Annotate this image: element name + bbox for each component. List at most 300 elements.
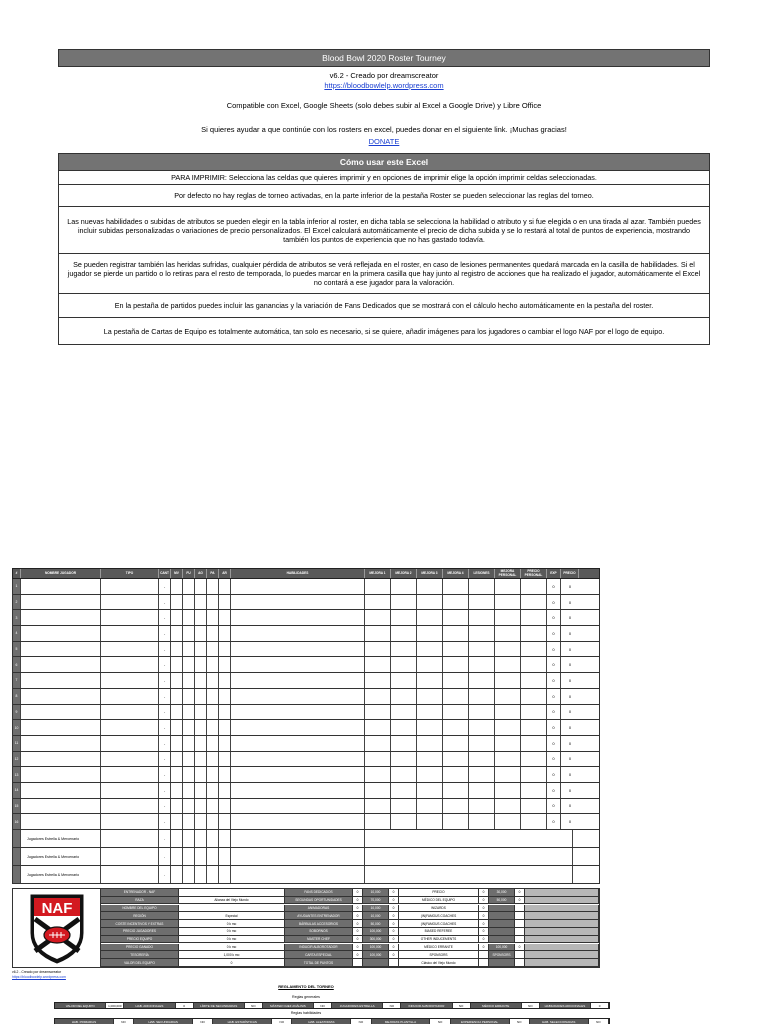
roster-cell[interactable] bbox=[207, 595, 219, 610]
rule-value[interactable]: 0 bbox=[591, 1003, 609, 1008]
roster-cell[interactable] bbox=[183, 830, 195, 847]
roster-cell[interactable] bbox=[101, 642, 159, 657]
roster-cell[interactable] bbox=[417, 657, 443, 672]
roster-cell[interactable] bbox=[101, 595, 159, 610]
roster-cell[interactable] bbox=[469, 673, 495, 688]
roster-cell[interactable] bbox=[495, 642, 521, 657]
roster-cell[interactable] bbox=[365, 673, 391, 688]
roster-cell[interactable] bbox=[495, 752, 521, 767]
roster-cell[interactable] bbox=[521, 626, 547, 641]
roster-cell[interactable] bbox=[219, 579, 231, 594]
extra-count[interactable]: 0 bbox=[353, 944, 363, 952]
cant-cell[interactable]: - bbox=[159, 595, 171, 610]
roster-cell[interactable] bbox=[171, 783, 183, 798]
roster-cell[interactable] bbox=[365, 736, 391, 751]
roster-cell[interactable] bbox=[21, 705, 101, 720]
rule-value[interactable]: NO bbox=[272, 1019, 292, 1024]
roster-cell[interactable] bbox=[521, 705, 547, 720]
rule-value[interactable]: NO bbox=[193, 1019, 213, 1024]
roster-cell[interactable] bbox=[219, 814, 231, 829]
roster-cell[interactable] bbox=[521, 689, 547, 704]
price-cell[interactable]: 0 bbox=[568, 756, 572, 762]
rule-value[interactable]: NO bbox=[245, 1003, 263, 1008]
exp-cell[interactable]: 0 bbox=[547, 642, 561, 657]
roster-cell[interactable] bbox=[391, 814, 417, 829]
roster-cell[interactable] bbox=[391, 705, 417, 720]
roster-cell[interactable] bbox=[365, 595, 391, 610]
roster-cell[interactable] bbox=[183, 848, 195, 865]
roster-cell[interactable] bbox=[443, 579, 469, 594]
inducement-count[interactable]: 0 bbox=[479, 897, 489, 905]
roster-cell[interactable] bbox=[171, 799, 183, 814]
exp-cell[interactable]: 0 bbox=[547, 579, 561, 594]
exp-cell[interactable]: 0 bbox=[547, 752, 561, 767]
roster-cell[interactable] bbox=[219, 642, 231, 657]
roster-cell[interactable] bbox=[365, 642, 391, 657]
extra-count[interactable] bbox=[353, 959, 363, 967]
team-field-value[interactable]: Especial bbox=[179, 912, 285, 920]
donate-link[interactable]: DONATE bbox=[368, 137, 400, 146]
cant-cell[interactable]: - bbox=[159, 689, 171, 704]
roster-cell[interactable] bbox=[495, 626, 521, 641]
roster-cell[interactable] bbox=[469, 626, 495, 641]
roster-cell[interactable] bbox=[521, 642, 547, 657]
credit-link[interactable]: https://bloodbowlelp.wordpress.com bbox=[12, 974, 66, 979]
roster-cell[interactable] bbox=[443, 720, 469, 735]
roster-cell[interactable] bbox=[365, 799, 391, 814]
roster-cell[interactable] bbox=[495, 689, 521, 704]
roster-cell[interactable] bbox=[231, 579, 365, 594]
roster-cell[interactable] bbox=[495, 657, 521, 672]
roster-cell[interactable] bbox=[469, 595, 495, 610]
roster-cell[interactable] bbox=[21, 610, 101, 625]
roster-cell[interactable] bbox=[231, 610, 365, 625]
roster-cell[interactable] bbox=[183, 783, 195, 798]
roster-cell[interactable] bbox=[183, 689, 195, 704]
roster-cell[interactable] bbox=[195, 579, 207, 594]
roster-cell[interactable] bbox=[195, 642, 207, 657]
roster-cell[interactable] bbox=[417, 705, 443, 720]
roster-cell[interactable] bbox=[21, 595, 101, 610]
roster-cell[interactable] bbox=[521, 799, 547, 814]
roster-cell[interactable] bbox=[171, 720, 183, 735]
roster-cell[interactable] bbox=[365, 689, 391, 704]
rule-value[interactable]: 0 bbox=[176, 1003, 194, 1008]
roster-cell[interactable] bbox=[391, 642, 417, 657]
roster-cell[interactable] bbox=[417, 720, 443, 735]
exp-cell[interactable]: 0 bbox=[547, 767, 561, 782]
roster-cell[interactable] bbox=[195, 799, 207, 814]
roster-cell[interactable] bbox=[365, 610, 391, 625]
roster-cell[interactable] bbox=[219, 783, 231, 798]
roster-cell[interactable] bbox=[171, 814, 183, 829]
roster-cell[interactable] bbox=[365, 752, 391, 767]
roster-cell[interactable] bbox=[391, 579, 417, 594]
rule-value[interactable]: NO bbox=[522, 1003, 540, 1008]
roster-cell[interactable] bbox=[231, 657, 365, 672]
site-link[interactable]: https://bloodbowlelp.wordpress.com bbox=[324, 81, 444, 90]
roster-cell[interactable] bbox=[171, 579, 183, 594]
team-field-value[interactable]: 1,000 k mo bbox=[179, 951, 285, 959]
roster-cell[interactable] bbox=[495, 705, 521, 720]
cant-cell[interactable]: - bbox=[159, 642, 171, 657]
roster-cell[interactable] bbox=[207, 579, 219, 594]
roster-cell[interactable] bbox=[195, 705, 207, 720]
roster-cell[interactable] bbox=[521, 610, 547, 625]
roster-cell[interactable] bbox=[171, 830, 183, 847]
roster-cell[interactable] bbox=[21, 626, 101, 641]
roster-cell[interactable] bbox=[13, 848, 21, 865]
roster-cell[interactable] bbox=[21, 799, 101, 814]
inducement-count[interactable]: 0 bbox=[479, 944, 489, 952]
roster-cell[interactable] bbox=[231, 752, 365, 767]
roster-cell[interactable] bbox=[417, 689, 443, 704]
roster-cell[interactable] bbox=[495, 595, 521, 610]
cant-cell[interactable]: - bbox=[159, 752, 171, 767]
price-cell[interactable]: 0 bbox=[568, 662, 572, 668]
roster-cell[interactable] bbox=[443, 610, 469, 625]
team-field-value[interactable] bbox=[179, 889, 285, 897]
roster-cell[interactable] bbox=[207, 736, 219, 751]
inducement-count[interactable]: 0 bbox=[479, 928, 489, 936]
roster-cell[interactable] bbox=[195, 783, 207, 798]
roster-cell[interactable] bbox=[469, 799, 495, 814]
roster-cell[interactable] bbox=[219, 610, 231, 625]
roster-cell[interactable] bbox=[521, 736, 547, 751]
roster-cell[interactable] bbox=[195, 689, 207, 704]
roster-cell[interactable] bbox=[391, 720, 417, 735]
roster-cell[interactable] bbox=[171, 689, 183, 704]
cant-cell[interactable]: - bbox=[159, 736, 171, 751]
roster-cell[interactable] bbox=[365, 720, 391, 735]
extra-count[interactable]: 0 bbox=[353, 936, 363, 944]
roster-cell[interactable] bbox=[101, 752, 159, 767]
roster-cell[interactable] bbox=[231, 814, 365, 829]
roster-cell[interactable] bbox=[183, 767, 195, 782]
roster-cell[interactable] bbox=[183, 579, 195, 594]
roster-cell[interactable] bbox=[183, 736, 195, 751]
cant-cell[interactable]: - bbox=[159, 657, 171, 672]
cant-cell[interactable]: - bbox=[159, 579, 171, 594]
rule-value[interactable]: NO bbox=[383, 1003, 401, 1008]
roster-cell[interactable] bbox=[469, 720, 495, 735]
roster-cell[interactable] bbox=[443, 689, 469, 704]
roster-cell[interactable] bbox=[207, 752, 219, 767]
rule-value[interactable]: 1,000,000 bbox=[106, 1003, 124, 1008]
roster-cell[interactable] bbox=[21, 767, 101, 782]
team-field-value[interactable]: Alianza del Viejo Mundo bbox=[179, 897, 285, 905]
roster-cell[interactable] bbox=[231, 736, 365, 751]
roster-cell[interactable] bbox=[521, 783, 547, 798]
roster-cell[interactable] bbox=[219, 736, 231, 751]
extra-count[interactable]: 0 bbox=[353, 905, 363, 913]
inducement-count[interactable]: 0 bbox=[479, 889, 489, 897]
roster-cell[interactable] bbox=[391, 689, 417, 704]
roster-cell[interactable] bbox=[101, 579, 159, 594]
roster-cell[interactable] bbox=[231, 848, 365, 865]
extra-count[interactable]: 0 bbox=[353, 897, 363, 905]
cant-cell[interactable]: - bbox=[159, 799, 171, 814]
roster-cell[interactable] bbox=[101, 814, 159, 829]
roster-cell[interactable] bbox=[365, 783, 391, 798]
roster-cell[interactable] bbox=[365, 814, 391, 829]
roster-cell[interactable] bbox=[469, 767, 495, 782]
exp-cell[interactable]: 0 bbox=[547, 736, 561, 751]
price-cell[interactable]: 0 bbox=[568, 787, 572, 793]
roster-cell[interactable] bbox=[219, 720, 231, 735]
roster-cell[interactable] bbox=[101, 673, 159, 688]
roster-cell[interactable] bbox=[443, 783, 469, 798]
roster-cell[interactable] bbox=[231, 866, 365, 883]
roster-cell[interactable] bbox=[443, 752, 469, 767]
cant-cell[interactable]: - bbox=[159, 720, 171, 735]
roster-cell[interactable] bbox=[469, 610, 495, 625]
roster-cell[interactable] bbox=[391, 767, 417, 782]
rule-value[interactable]: NO bbox=[589, 1019, 609, 1024]
exp-cell[interactable]: 0 bbox=[547, 673, 561, 688]
roster-cell[interactable] bbox=[521, 767, 547, 782]
roster-cell[interactable] bbox=[231, 767, 365, 782]
roster-cell[interactable] bbox=[21, 689, 101, 704]
team-field-value[interactable]: 0 bbox=[179, 959, 285, 967]
inducement-count[interactable]: 0 bbox=[479, 912, 489, 920]
roster-cell[interactable] bbox=[101, 799, 159, 814]
roster-cell[interactable] bbox=[469, 814, 495, 829]
exp-cell[interactable]: 0 bbox=[547, 595, 561, 610]
roster-cell[interactable] bbox=[365, 579, 391, 594]
cant-cell[interactable]: - bbox=[159, 814, 171, 829]
team-field-value[interactable]: 0 k mo bbox=[179, 920, 285, 928]
roster-cell[interactable] bbox=[469, 689, 495, 704]
roster-cell[interactable] bbox=[219, 657, 231, 672]
roster-cell[interactable] bbox=[13, 866, 21, 883]
roster-cell[interactable] bbox=[417, 799, 443, 814]
roster-cell[interactable] bbox=[101, 657, 159, 672]
roster-cell[interactable] bbox=[21, 673, 101, 688]
roster-cell[interactable] bbox=[183, 799, 195, 814]
price-cell[interactable]: 0 bbox=[568, 725, 572, 731]
roster-cell[interactable] bbox=[231, 626, 365, 641]
roster-cell[interactable] bbox=[443, 799, 469, 814]
price-cell[interactable]: 0 bbox=[568, 709, 572, 715]
roster-cell[interactable] bbox=[231, 830, 365, 847]
roster-cell[interactable] bbox=[171, 866, 183, 883]
roster-cell[interactable] bbox=[495, 767, 521, 782]
roster-cell[interactable] bbox=[391, 736, 417, 751]
roster-cell[interactable] bbox=[391, 626, 417, 641]
roster-cell[interactable] bbox=[183, 595, 195, 610]
roster-cell[interactable] bbox=[195, 814, 207, 829]
roster-cell[interactable] bbox=[207, 799, 219, 814]
rule-value[interactable]: NO bbox=[430, 1019, 450, 1024]
roster-cell[interactable] bbox=[443, 705, 469, 720]
rule-value[interactable]: NO bbox=[453, 1003, 471, 1008]
roster-cell[interactable] bbox=[219, 689, 231, 704]
roster-cell[interactable] bbox=[219, 767, 231, 782]
roster-cell[interactable] bbox=[207, 657, 219, 672]
roster-cell[interactable] bbox=[21, 720, 101, 735]
roster-cell[interactable] bbox=[417, 626, 443, 641]
roster-cell[interactable] bbox=[443, 673, 469, 688]
inducement-count[interactable]: 0 bbox=[479, 936, 489, 944]
extra-count[interactable]: 0 bbox=[353, 928, 363, 936]
roster-cell[interactable] bbox=[207, 626, 219, 641]
roster-cell[interactable] bbox=[231, 783, 365, 798]
roster-cell[interactable] bbox=[207, 610, 219, 625]
roster-cell[interactable] bbox=[183, 866, 195, 883]
cant-cell[interactable]: - bbox=[159, 673, 171, 688]
roster-cell[interactable] bbox=[443, 736, 469, 751]
roster-cell[interactable] bbox=[521, 657, 547, 672]
price-cell[interactable]: 0 bbox=[568, 599, 572, 605]
roster-cell[interactable] bbox=[219, 866, 231, 883]
exp-cell[interactable]: 0 bbox=[547, 720, 561, 735]
roster-cell[interactable] bbox=[101, 783, 159, 798]
roster-cell[interactable] bbox=[183, 814, 195, 829]
price-cell[interactable]: 0 bbox=[568, 693, 572, 699]
team-field-value[interactable]: 0 k mo bbox=[179, 928, 285, 936]
roster-cell[interactable] bbox=[443, 595, 469, 610]
price-cell[interactable]: 0 bbox=[568, 740, 572, 746]
roster-cell[interactable] bbox=[195, 752, 207, 767]
roster-cell[interactable] bbox=[443, 642, 469, 657]
exp-cell[interactable]: 0 bbox=[547, 689, 561, 704]
roster-cell[interactable] bbox=[365, 626, 391, 641]
team-field-value[interactable]: 0 k mo bbox=[179, 944, 285, 952]
roster-cell[interactable] bbox=[495, 610, 521, 625]
rule-value[interactable]: NO bbox=[114, 1019, 134, 1024]
roster-cell[interactable] bbox=[495, 673, 521, 688]
roster-cell[interactable] bbox=[195, 673, 207, 688]
roster-cell[interactable] bbox=[417, 610, 443, 625]
roster-cell[interactable] bbox=[21, 736, 101, 751]
roster-cell[interactable] bbox=[183, 673, 195, 688]
exp-cell[interactable]: 0 bbox=[547, 799, 561, 814]
roster-cell[interactable] bbox=[391, 783, 417, 798]
roster-cell[interactable] bbox=[207, 720, 219, 735]
roster-cell[interactable] bbox=[183, 610, 195, 625]
roster-cell[interactable] bbox=[101, 626, 159, 641]
roster-cell[interactable] bbox=[521, 673, 547, 688]
roster-cell[interactable] bbox=[231, 705, 365, 720]
roster-cell[interactable] bbox=[521, 720, 547, 735]
roster-cell[interactable] bbox=[469, 657, 495, 672]
price-cell[interactable]: 0 bbox=[568, 646, 572, 652]
roster-cell[interactable] bbox=[365, 657, 391, 672]
roster-cell[interactable] bbox=[469, 642, 495, 657]
roster-cell[interactable] bbox=[207, 689, 219, 704]
roster-cell[interactable] bbox=[391, 657, 417, 672]
roster-cell[interactable] bbox=[171, 848, 183, 865]
extra-count[interactable]: 0 bbox=[353, 889, 363, 897]
roster-cell[interactable] bbox=[219, 595, 231, 610]
roster-cell[interactable] bbox=[207, 848, 219, 865]
price-cell[interactable]: 0 bbox=[568, 583, 572, 589]
cant-cell[interactable]: - bbox=[159, 767, 171, 782]
roster-cell[interactable] bbox=[219, 626, 231, 641]
roster-cell[interactable] bbox=[219, 673, 231, 688]
exp-cell[interactable]: 0 bbox=[547, 814, 561, 829]
roster-cell[interactable] bbox=[183, 657, 195, 672]
roster-cell[interactable] bbox=[207, 783, 219, 798]
rule-value[interactable]: NO bbox=[351, 1019, 371, 1024]
roster-cell[interactable] bbox=[231, 720, 365, 735]
roster-cell[interactable] bbox=[365, 767, 391, 782]
roster-cell[interactable] bbox=[195, 626, 207, 641]
inducement-count[interactable] bbox=[479, 951, 489, 959]
roster-cell[interactable] bbox=[391, 752, 417, 767]
roster-cell[interactable] bbox=[195, 610, 207, 625]
roster-cell[interactable] bbox=[101, 767, 159, 782]
inducement-count[interactable] bbox=[479, 959, 489, 967]
roster-cell[interactable] bbox=[101, 720, 159, 735]
roster-cell[interactable] bbox=[495, 736, 521, 751]
roster-cell[interactable] bbox=[219, 848, 231, 865]
roster-cell[interactable] bbox=[183, 642, 195, 657]
roster-cell[interactable] bbox=[443, 626, 469, 641]
price-cell[interactable]: 0 bbox=[568, 819, 572, 825]
exp-cell[interactable]: 0 bbox=[547, 610, 561, 625]
roster-cell[interactable] bbox=[171, 626, 183, 641]
cant-cell[interactable]: - bbox=[159, 705, 171, 720]
roster-cell[interactable] bbox=[21, 783, 101, 798]
roster-cell[interactable] bbox=[495, 799, 521, 814]
team-field-value[interactable]: 0 k mo bbox=[179, 936, 285, 944]
roster-cell[interactable] bbox=[469, 752, 495, 767]
roster-cell[interactable] bbox=[391, 610, 417, 625]
roster-cell[interactable] bbox=[417, 752, 443, 767]
roster-cell[interactable] bbox=[171, 595, 183, 610]
roster-cell[interactable] bbox=[195, 720, 207, 735]
roster-cell[interactable] bbox=[417, 736, 443, 751]
roster-cell[interactable] bbox=[207, 830, 219, 847]
price-cell[interactable]: 0 bbox=[568, 803, 572, 809]
roster-cell[interactable] bbox=[417, 814, 443, 829]
roster-cell[interactable] bbox=[101, 736, 159, 751]
roster-cell[interactable] bbox=[417, 579, 443, 594]
roster-cell[interactable] bbox=[495, 720, 521, 735]
inducement-count[interactable]: 0 bbox=[479, 920, 489, 928]
roster-cell[interactable] bbox=[195, 848, 207, 865]
roster-cell[interactable] bbox=[521, 595, 547, 610]
inducement-count[interactable]: 0 bbox=[479, 905, 489, 913]
roster-cell[interactable] bbox=[365, 705, 391, 720]
roster-cell[interactable] bbox=[469, 705, 495, 720]
roster-cell[interactable] bbox=[101, 866, 159, 883]
roster-cell[interactable] bbox=[469, 579, 495, 594]
exp-cell[interactable]: 0 bbox=[547, 783, 561, 798]
roster-cell[interactable] bbox=[391, 595, 417, 610]
roster-cell[interactable] bbox=[101, 830, 159, 847]
roster-cell[interactable] bbox=[183, 626, 195, 641]
roster-cell[interactable] bbox=[171, 657, 183, 672]
roster-cell[interactable] bbox=[183, 705, 195, 720]
roster-cell[interactable] bbox=[365, 830, 573, 847]
roster-cell[interactable] bbox=[495, 814, 521, 829]
roster-cell[interactable] bbox=[469, 736, 495, 751]
roster-cell[interactable] bbox=[219, 799, 231, 814]
roster-cell[interactable] bbox=[171, 705, 183, 720]
roster-cell[interactable] bbox=[365, 866, 573, 883]
exp-cell[interactable]: 0 bbox=[547, 626, 561, 641]
extra-count[interactable]: 0 bbox=[353, 951, 363, 959]
roster-cell[interactable] bbox=[231, 642, 365, 657]
roster-cell[interactable] bbox=[195, 657, 207, 672]
roster-cell[interactable] bbox=[231, 689, 365, 704]
roster-cell[interactable] bbox=[183, 720, 195, 735]
roster-cell[interactable] bbox=[101, 610, 159, 625]
roster-cell[interactable] bbox=[207, 814, 219, 829]
